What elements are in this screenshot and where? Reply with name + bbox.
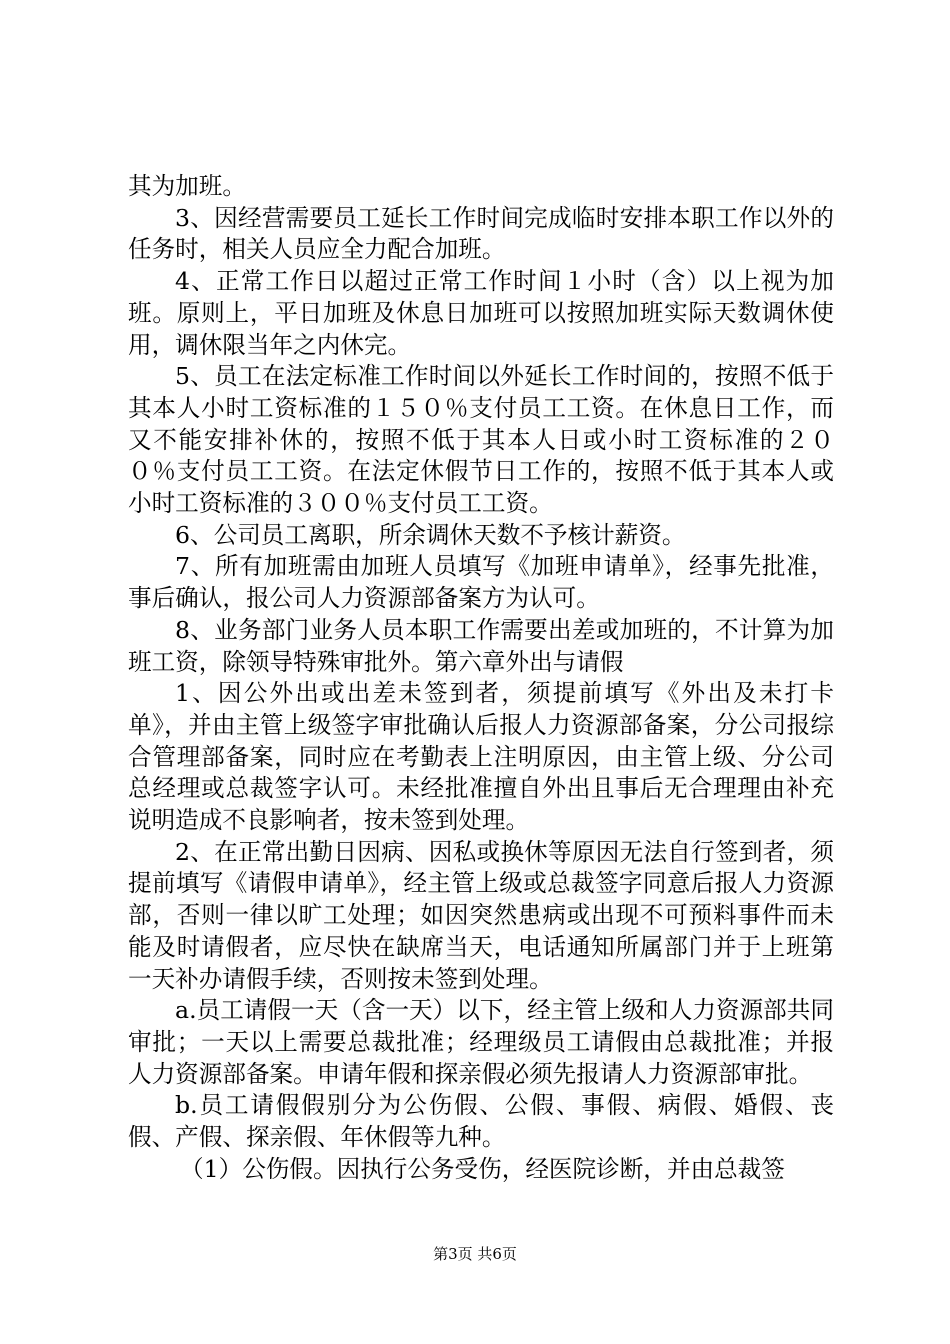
page-number-label: 第3页 共6页 bbox=[433, 1245, 517, 1263]
paragraph-leave-a: a.员工请假一天（含一天）以下，经主管上级和人力资源部共同审批；一天以上需要总裁批准；经理级员工请假由总裁批准；并报人力资源部备案。申请年假和探亲假必须先报请人力资源部审批。 bbox=[128, 996, 834, 1088]
paragraph-item-7: 7、所有加班需由加班人员填写《加班申请单》，经事先批准，事后确认，报公司人力资源部备案方为认可。 bbox=[128, 552, 834, 613]
paragraph-item-5: 5、员工在法定标准工作时间以外延长工作时间的，按照不低于其本人小时工资标准的１５０％支付员工工资。在休息日工作，而又不能安排补休的，按照不低于其本人日或小时工资标准的２００％支付员工工资。在法定休假节日工作的，按照不低于其本人或小时工资标准的３００％支付员工工资。 bbox=[128, 362, 834, 518]
paragraph-item-3: 3、因经营需要员工延长工作时间完成临时安排本职工作以外的任务时，相关人员应全力配合加班。 bbox=[128, 203, 834, 264]
paragraph-leave-1: 1、因公外出或出差未签到者，须提前填写《外出及未打卡单》，并由主管上级签字审批确认后报人力资源部备案，分公司报综合管理部备案，同时应在考勤表上注明原因，由主管上级、分公司总经理或总裁签字认可。未经批准擅自外出且事后无合理理由补充说明造成不良影响者，按未签到处理。 bbox=[128, 679, 834, 835]
paragraph-item-6: 6、公司员工离职，所余调休天数不予核计薪资。 bbox=[175, 520, 686, 549]
paragraph-item-8: 8、业务部门业务人员本职工作需要出差或加班的，不计算为加班工资，除领导特殊审批外。第六章外出与请假 bbox=[128, 615, 834, 676]
paragraph-item-4: 4、正常工作日以超过正常工作时间１小时（含）以上视为加班。原则上，平日加班及休息日加班可以按照加班实际天数调休使用，调休限当年之内休完。 bbox=[128, 267, 834, 359]
page-footer bbox=[0, 1244, 950, 1264]
paragraph-leave-b-1: （1）公伤假。因执行公务受伤，经医院诊断，并由总裁签 bbox=[180, 1154, 785, 1183]
document-body bbox=[128, 171, 834, 1186]
paragraph-leave-2: 2、在正常出勤日因病、因私或换休等原因无法自行签到者，须提前填写《请假申请单》，经主管上级或总裁签字同意后报人力资源部，否则一律以旷工处理；如因突然患病或出现不可预料事件而未能及时请假者，应尽快在缺席当天，电话通知所属部门并于上班第一天补办请假手续，否则按未签到处理。 bbox=[128, 837, 834, 993]
paragraph-continuation: 其为加班。 bbox=[128, 172, 246, 200]
paragraph-leave-b: b.员工请假假别分为公伤假、公假、事假、病假、婚假、丧假、产假、探亲假、年休假等九种。 bbox=[128, 1091, 834, 1152]
